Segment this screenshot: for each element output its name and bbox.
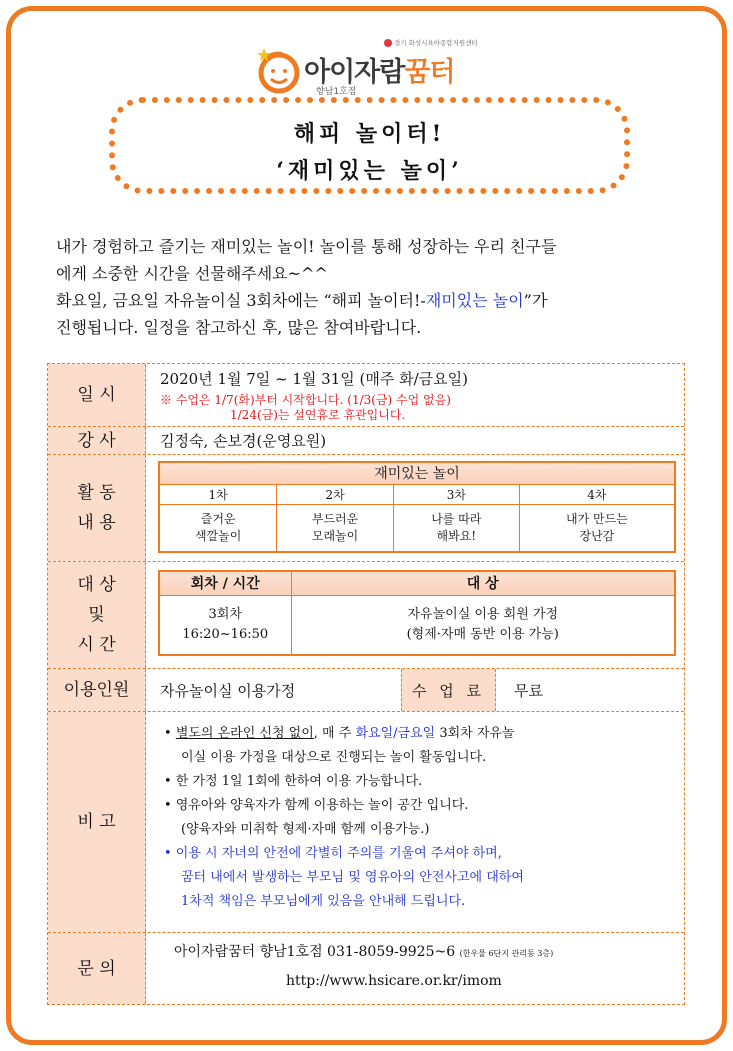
notes-list — [164, 722, 674, 914]
target-desc: 자유놀이실 이용 회원 가정 (형제·자매 동반 이용 가능) — [291, 595, 675, 655]
logo — [252, 34, 492, 98]
session-number: 3차 — [393, 484, 519, 504]
instructor-label: 강 사 — [48, 427, 146, 454]
notes-row — [48, 712, 684, 933]
page-title: 해피 놀이터! — [293, 121, 446, 147]
schedule-label: 일 시 — [48, 364, 146, 426]
target-label: 대 상 및 시 간 — [48, 562, 146, 668]
session-activity: 즐거운 색깔놀이 — [159, 504, 277, 552]
schedule-note: ※ 수업은 1/7(화)부터 시작합니다. (1/3(금) 수업 없음) — [160, 393, 451, 407]
schedule-row — [48, 364, 684, 427]
intro-text — [56, 233, 686, 341]
session-number: 2차 — [277, 484, 394, 504]
org-logo-icon — [384, 39, 392, 47]
session-activity: 내가 만드는 장난감 — [519, 504, 675, 552]
target-table — [158, 570, 676, 656]
instructor-row — [48, 427, 684, 455]
note-item: (양육자와 미취학 형제·자매 함께 이용가능.) — [181, 822, 430, 837]
users-label: 이용인원 — [48, 669, 146, 711]
note-item: • 별도의 온라인 신청 없이, 매 주 화요일/금요일 3회차 자유놀 — [164, 726, 515, 741]
contact-url[interactable]: http://www.hsicare.or.kr/imom — [286, 973, 502, 989]
page-subtitle: ‘재미있는 놀이’ — [276, 158, 463, 184]
note-item: 1차적 책임은 부모님에게 있음을 안내해 드립니다. — [181, 894, 466, 909]
note-item: 꿈터 내에서 발생하는 부모님 및 영유아의 안전사고에 대하여 — [181, 870, 524, 885]
notes-label: 비 고 — [48, 712, 146, 932]
target-row — [48, 562, 684, 669]
activities-table — [158, 461, 676, 553]
note-item: 이실 이용 가정을 대상으로 진행되는 놀이 활동입니다. — [181, 750, 487, 765]
session-activity: 나를 따라 해봐요! — [393, 504, 519, 552]
schedule-note: 1/24(금)는 설연휴로 휴관입니다. — [230, 408, 406, 422]
users-row — [48, 669, 684, 712]
col-header-session: 회차 / 시간 — [159, 571, 291, 595]
contact-phone: 아이자람꿈터 향남1호점 031-8059-9925~6 (한우물 6단지 관리동 3층) — [174, 944, 554, 960]
note-item: • 한 가정 1일 1회에 한하여 이용 가능합니다. — [164, 774, 423, 789]
intro-line: 화요일, 금요일 자유놀이실 3회차에는 “해피 놀이터!-재미있는 놀이”가 — [56, 291, 548, 310]
child-face-icon — [256, 48, 302, 94]
contact-label: 문 의 — [48, 933, 146, 1004]
col-header-target: 대 상 — [291, 571, 675, 595]
title-box — [109, 97, 630, 194]
intro-line: 내가 경험하고 즐기는 재미있는 놀이! 놀이를 통해 성장하는 우리 친구들 — [56, 237, 557, 256]
note-item: • 영유아와 양육자가 함께 이용하는 놀이 공간 입니다. — [164, 798, 469, 813]
logo-org: 경기 화성시육아종합지원센터 — [384, 38, 478, 47]
contact-address: (한우물 6단지 관리동 3층) — [459, 949, 554, 958]
contact-row — [48, 933, 684, 1004]
note-item: • 이용 시 자녀의 안전에 각별히 주의를 기울여 주셔야 하며, — [164, 846, 502, 861]
instructor-value: 김정숙, 손보경(운영요원) — [160, 432, 327, 450]
users-value: 자유놀이실 이용가정 — [160, 681, 296, 700]
intro-line: 진행됩니다. 일정을 참고하신 후, 많은 참여바랍니다. — [56, 318, 422, 337]
activities-label: 활 동 내 용 — [48, 455, 146, 561]
session-time: 3회차 16:20~16:50 — [159, 595, 291, 655]
activities-row — [48, 455, 684, 562]
schedule-date: 2020년 1월 7일 ~ 1월 31일 (매주 화/금요일) — [160, 370, 468, 388]
session-number: 1차 — [159, 484, 277, 504]
session-number: 4차 — [519, 484, 675, 504]
logo-name: 아이자람꿈터 — [304, 57, 455, 88]
logo-branch: 향남1호점 — [316, 87, 357, 97]
fee-label: 수 업 료 — [401, 669, 496, 711]
fee-value: 무료 — [514, 681, 543, 700]
info-table — [47, 363, 685, 1005]
session-activity: 부드러운 모래놀이 — [277, 504, 394, 552]
intro-line: 에게 소중한 시간을 선물해주세요~^^ — [56, 264, 328, 283]
activities-title: 재미있는 놀이 — [159, 462, 675, 484]
